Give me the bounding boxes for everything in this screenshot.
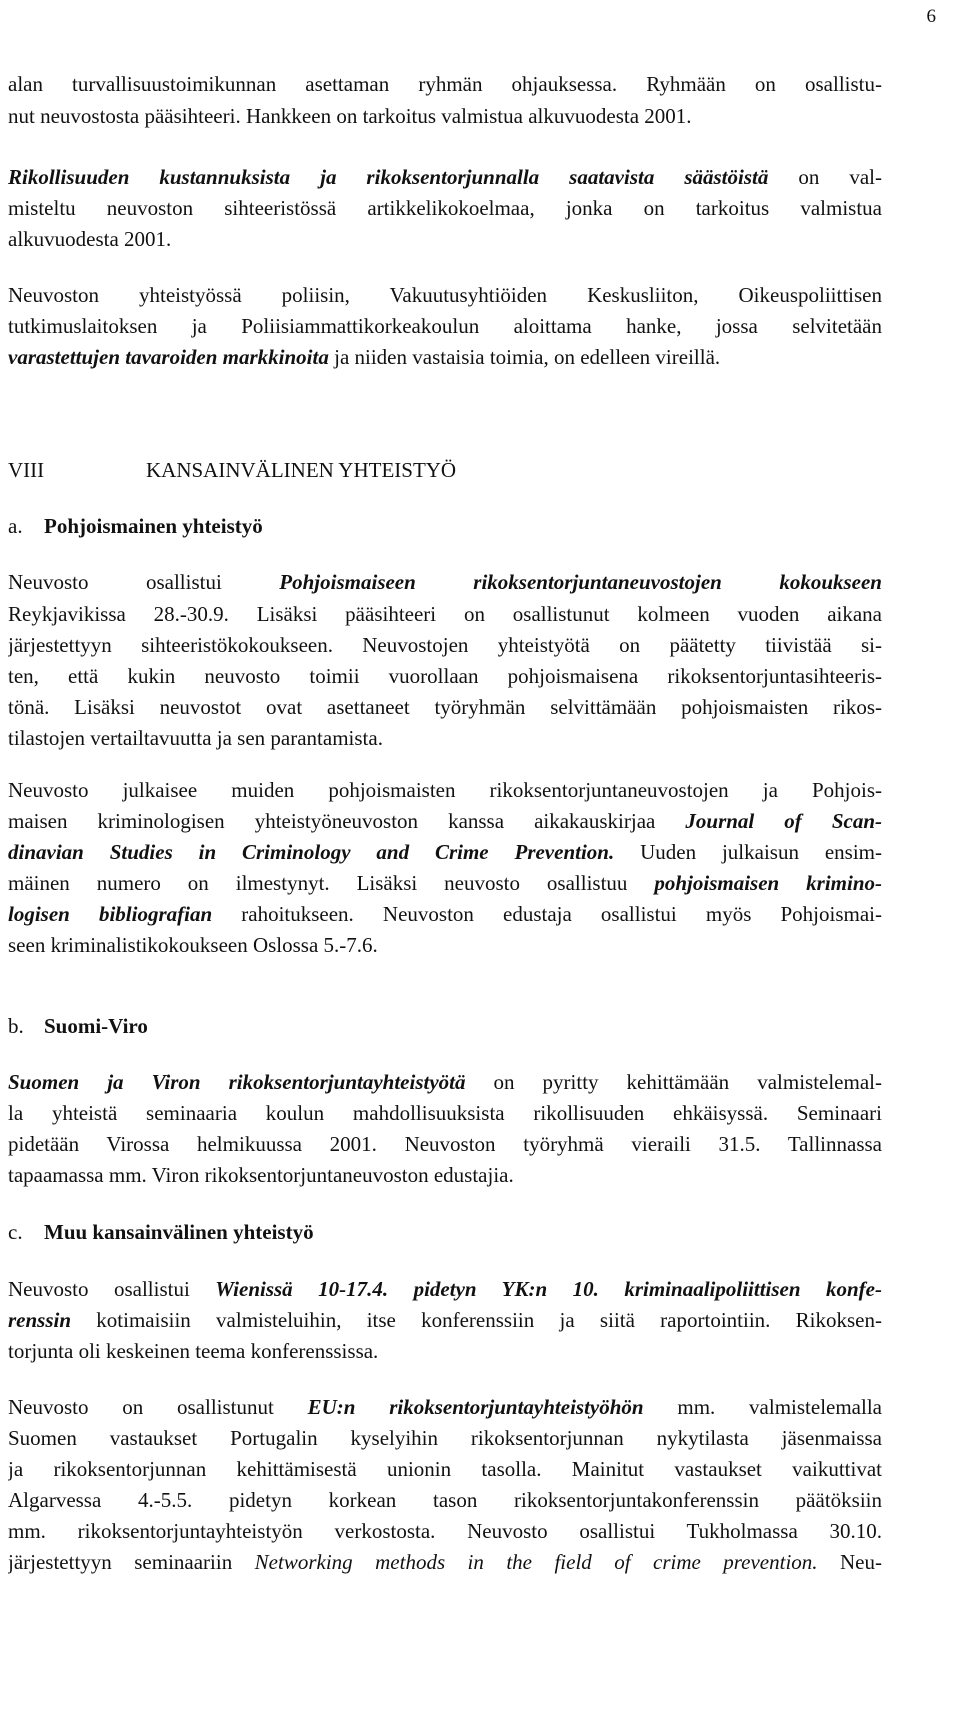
text-line: Algarvessa 4.-5.5. pidetyn korkean tason rikoksentorjuntakonferenssin päätöksiin	[8, 1488, 882, 1512]
emphasis: Suomen ja Viron rikoksentorjuntayhteistyötä	[8, 1070, 466, 1094]
text-line: järjestettyyn sihteeristökokoukseen. Neuvostojen yhteistyötä on päätetty tiivistää si-	[8, 633, 882, 657]
text-line: Suomen vastaukset Portugalin kyselyihin rikoksentorjunnan nykytilasta jäsenmaissa	[8, 1426, 882, 1450]
text-line: nut neuvostosta pääsihteeri. Hankkeen on tarkoitus valmistua alkuvuodesta 2001.	[8, 104, 692, 128]
text-line: renssin kotimaisiin valmisteluihin, itse konferenssiin ja siitä raportointiin. Rikoksen-	[8, 1308, 882, 1332]
section-title: KANSAINVÄLINEN YHTEISTYÖ	[146, 458, 457, 482]
emphasis: Pohjoismaiseen rikoksentorjuntaneuvostojen kokoukseen	[279, 570, 882, 594]
subsection-heading: b. Suomi-Viro	[8, 1014, 148, 1038]
text-line: tilastojen vertailtavuutta ja sen parantamista.	[8, 726, 383, 750]
text-line: mäinen numero on ilmestynyt. Lisäksi neuvosto osallistuu pohjoismaisen krimino-	[8, 871, 882, 895]
text-line: Neuvosto on osallistunut EU:n rikoksentorjuntayhteistyöhön mm. valmistelemalla	[8, 1395, 882, 1419]
emphasis: Rikollisuuden kustannuksista ja rikoksentorjunnalla saatavista säästöistä	[8, 165, 769, 189]
emphasis: dinavian Studies in Criminology and Crime Prevention.	[8, 840, 615, 864]
emphasis: pohjoismaisen krimino-	[654, 871, 882, 895]
subsection-heading: c. Muu kansainvälinen yhteistyö	[8, 1220, 314, 1244]
text-line: misteltu neuvoston sihteeristössä artikkelikokoelmaa, jonka on tarkoitus valmistua	[8, 196, 882, 220]
text-line: tapaamassa mm. Viron rikoksentorjuntaneuvoston edustajia.	[8, 1163, 514, 1187]
emphasis: EU:n rikoksentorjuntayhteistyöhön	[307, 1395, 644, 1419]
text-line: maisen kriminologisen yhteistyöneuvoston kanssa aikakauskirjaa Journal of Scan-	[8, 809, 882, 833]
section-number: VIII	[8, 458, 45, 482]
emphasis: logisen bibliografian	[8, 902, 213, 926]
text-line: Suomen ja Viron rikoksentorjuntayhteistyötä on pyritty kehittämään valmistelemal-	[8, 1070, 882, 1094]
text-line: alan turvallisuustoimikunnan asettaman ryhmän ohjauksessa. Ryhmään on osallistu-	[8, 72, 882, 96]
text-line: seen kriminalistikokoukseen Oslossa 5.-7.6.	[8, 933, 378, 957]
text-line: Neuvosto osallistui Wienissä 10-17.4. pidetyn YK:n 10. kriminaalipoliittisen konfe-	[8, 1277, 882, 1301]
subsection-heading: a. Pohjoismainen yhteistyö	[8, 514, 263, 538]
emphasis: varastettujen tavaroiden markkinoita	[8, 345, 329, 369]
section-heading	[8, 455, 882, 485]
text-line: dinavian Studies in Criminology and Crime Prevention. Uuden julkaisun ensim-	[8, 840, 882, 864]
text-line: Neuvoston yhteistyössä poliisin, Vakuutusyhtiöiden Keskusliiton, Oikeuspoliittisen	[8, 283, 882, 307]
text-line: mm. rikoksentorjuntayhteistyön verkostosta. Neuvosto osallistui Tukholmassa 30.10.	[8, 1519, 882, 1543]
text-line: ja rikoksentorjunnan kehittämisestä unionin tasolla. Mainitut vastaukset vaikuttivat	[8, 1457, 882, 1481]
text-line: Reykjavikissa 28.-30.9. Lisäksi pääsihteeri on osallistunut kolmeen vuoden aikana	[8, 602, 882, 626]
text-line: alkuvuodesta 2001.	[8, 227, 172, 251]
emphasis: renssin	[8, 1308, 72, 1332]
text-line: ten, että kukin neuvosto toimii vuorollaan pohjoismaisena rikoksentorjuntasihteeris-	[8, 664, 882, 688]
text-line: järjestettyyn seminaariin Networking methods in the field of crime prevention. Neu-	[8, 1550, 882, 1574]
text-line: pidetään Virossa helmikuussa 2001. Neuvoston työryhmä vieraili 31.5. Tallinnassa	[8, 1132, 882, 1156]
text-line: Rikollisuuden kustannuksista ja rikoksentorjunnalla saatavista säästöistä on val-	[8, 165, 882, 189]
page-number: 6	[926, 6, 936, 27]
text-line: torjunta oli keskeinen teema konferenssissa.	[8, 1339, 379, 1363]
text-line: varastettujen tavaroiden markkinoita ja niiden vastaisia toimia, on edelleen vireillä.	[8, 345, 721, 369]
text-line: la yhteistä seminaaria koulun mahdollisuuksista rikollisuuden ehkäisyssä. Seminaari	[8, 1101, 882, 1125]
emphasis: Networking methods in the field of crime prevention.	[254, 1550, 818, 1574]
emphasis: Journal of Scan-	[685, 809, 882, 833]
text-line: tönä. Lisäksi neuvostot ovat asettaneet työryhmän selvittämään pohjoismaisten rikos-	[8, 695, 882, 719]
text-line: tutkimuslaitoksen ja Poliisiammattikorkeakoulun aloittama hanke, jossa selvitetään	[8, 314, 882, 338]
text-line: logisen bibliografian rahoitukseen. Neuvoston edustaja osallistui myös Pohjoismai-	[8, 902, 882, 926]
emphasis: Wienissä 10-17.4. pidetyn YK:n 10. kriminaalipoliittisen konfe-	[215, 1277, 882, 1301]
text-line: Neuvosto osallistui Pohjoismaiseen rikoksentorjuntaneuvostojen kokoukseen	[8, 570, 882, 594]
text-line: Neuvosto julkaisee muiden pohjoismaisten rikoksentorjuntaneuvostojen ja Pohjois-	[8, 778, 882, 802]
